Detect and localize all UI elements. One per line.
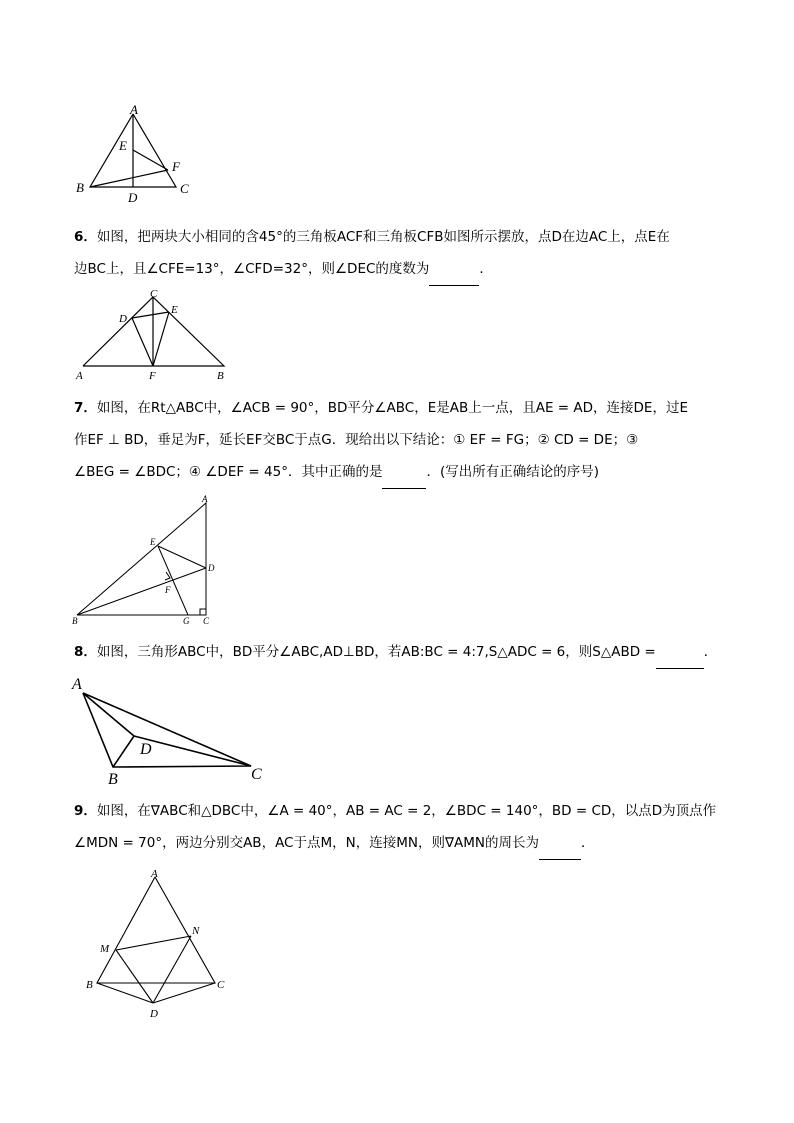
question-text: 如图，在∇ABC和△DBC中，∠A = 40°，AB = AC = 2，∠BDC = 140°，BD = CD，以点D为顶点作	[96, 803, 717, 819]
label-B: B	[217, 370, 224, 382]
question-text: 如图，三角形ABC中，BD平分∠ABC,AD⊥BD，若AB:BC = 4:7,S△ADC = 6，则S△ABD =	[96, 644, 656, 660]
question-number: 6．	[74, 229, 97, 245]
label-D: D	[119, 313, 127, 325]
label-C: C	[203, 616, 210, 626]
figure-q7	[70, 490, 230, 630]
question-text: 如图，在Rt△ABC中，∠ACB = 90°，BD平分∠ABC，E是AB上一点，且AE = AD，连接DE，过E	[96, 400, 688, 416]
label-A: A	[130, 102, 138, 117]
label-M: M	[100, 943, 110, 955]
question-6	[74, 221, 734, 286]
answer-blank[interactable]	[429, 253, 479, 286]
label-F: F	[165, 585, 171, 595]
label-A: A	[202, 494, 208, 504]
punctuation: ．	[479, 261, 493, 277]
question-number: 9．	[74, 803, 97, 819]
figure-q5	[70, 100, 210, 210]
label-E: E	[150, 537, 156, 547]
question-7	[74, 392, 734, 489]
question-text: ∠MDN = 70°，两边分别交AB，AC于点M，N，连接MN，则∇AMN的周长为	[74, 835, 539, 851]
question-text: 边BC上，且∠CFE=13°，∠CFD=32°，则∠DEC的度数为	[74, 261, 430, 277]
label-N: N	[192, 925, 200, 937]
label-B: B	[76, 180, 84, 195]
label-A: A	[151, 868, 158, 880]
label-F: F	[172, 159, 180, 174]
label-C: C	[217, 979, 225, 991]
label-A: A	[76, 370, 83, 382]
figure-q9	[80, 862, 240, 1022]
answer-blank[interactable]	[382, 456, 426, 489]
label-D: D	[208, 563, 215, 573]
question-text: 作EF ⊥ BD，垂足为F，延长EF交BC于点G．现给出以下结论：① EF = FG；② CD = DE；③	[74, 432, 639, 448]
question-text: ∠BEG = ∠BDC；④ ∠DEF = 45°．其中正确的是	[74, 464, 383, 480]
label-D: D	[140, 741, 152, 758]
question-text: 如图，把两块大小相同的含45°的三角板ACF和三角板CFB如图所示摆放，点D在边AC上，点E在	[96, 229, 670, 245]
label-C: C	[251, 766, 262, 783]
question-9	[74, 795, 734, 860]
label-D: D	[150, 1008, 158, 1020]
question-text-end: ．(写出所有正确结论的序号)	[426, 464, 599, 480]
punctuation: ．	[581, 835, 595, 851]
figure-q8	[70, 672, 280, 787]
label-B: B	[86, 979, 93, 991]
question-number: 8．	[74, 644, 97, 660]
punctuation: ．	[703, 644, 718, 660]
label-C: C	[150, 288, 158, 300]
label-A: A	[72, 676, 82, 693]
label-E: E	[119, 138, 127, 153]
figure-q6	[70, 288, 240, 383]
label-C: C	[180, 181, 189, 196]
label-G: G	[183, 616, 190, 626]
label-F: F	[149, 370, 156, 382]
answer-blank[interactable]	[656, 636, 704, 669]
question-8	[74, 636, 734, 669]
label-B: B	[108, 771, 118, 788]
label-E: E	[171, 304, 178, 316]
answer-blank[interactable]	[539, 827, 581, 860]
label-B: B	[72, 616, 78, 626]
label-D: D	[128, 190, 138, 205]
question-number: 7．	[74, 400, 97, 416]
